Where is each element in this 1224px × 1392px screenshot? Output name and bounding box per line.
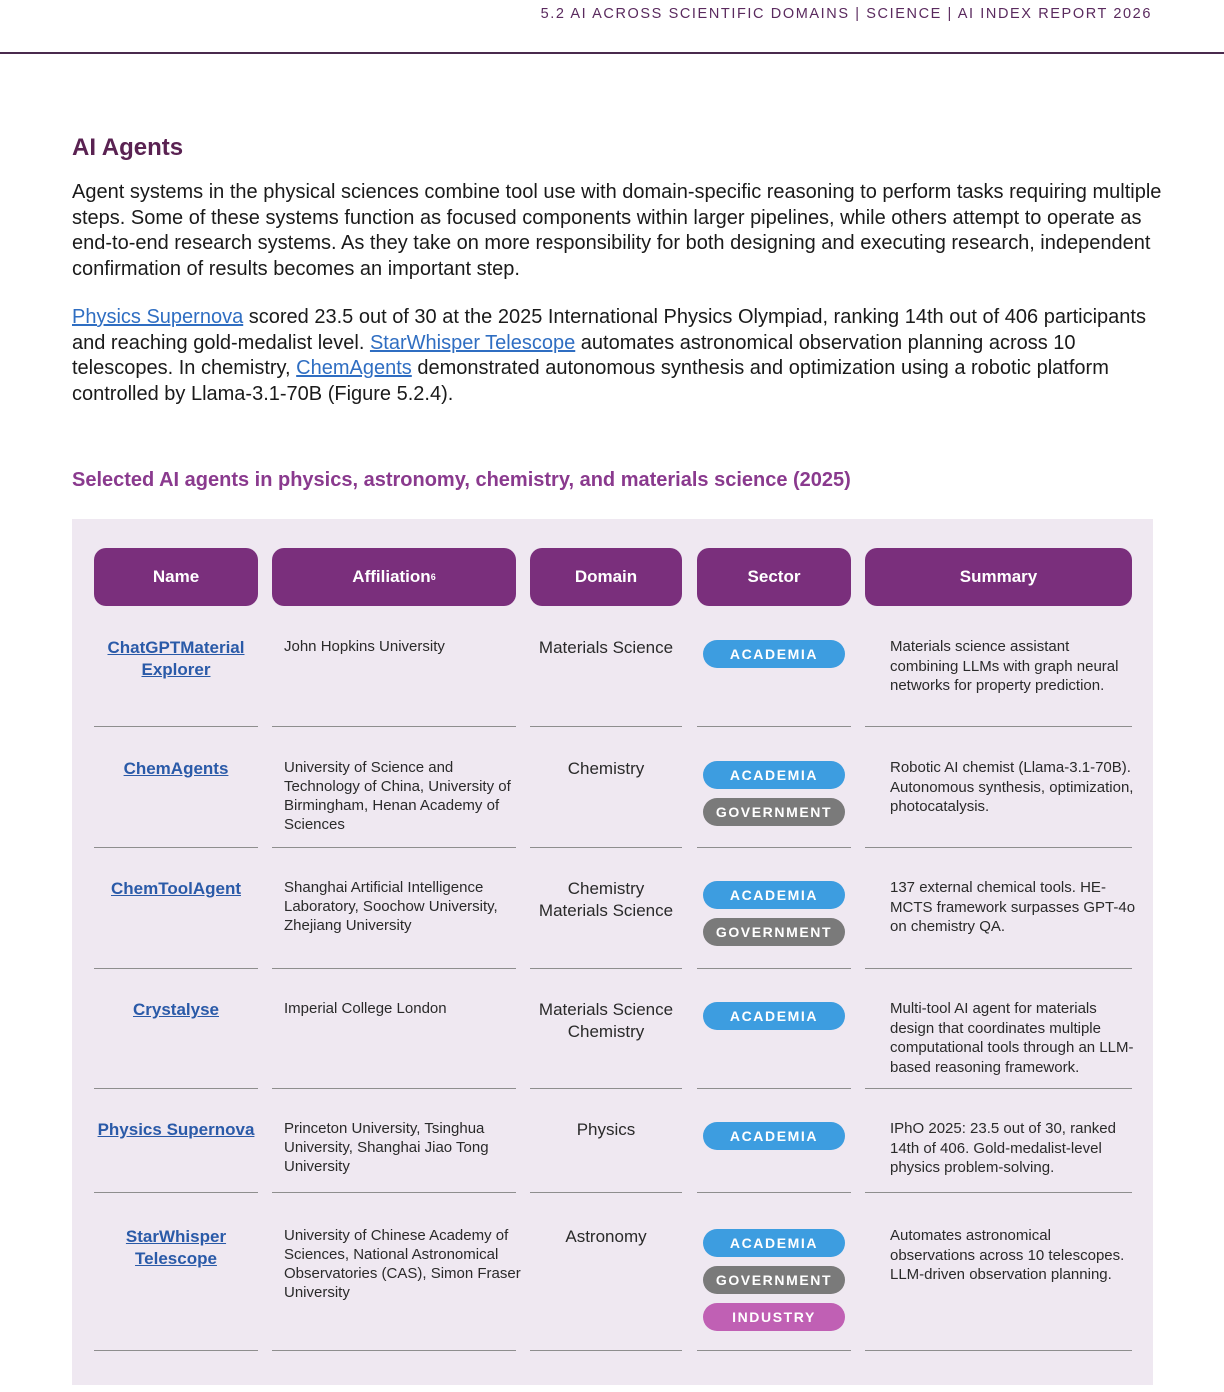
column-header-domain <box>530 548 682 606</box>
sector-cell <box>703 1229 845 1340</box>
intro-paragraph: Agent systems in the physical sciences combine tool use with domain-specific reasoning to perform tasks requiring multiple steps. Some of these systems function as focused components within larger pipelines, while others attempt to operate as end-to-end research systems. As they take on more responsibility for both designing and executing research, independent confirmation of results becomes an important step. <box>72 181 1162 280</box>
agent-name[interactable] <box>94 637 258 681</box>
affiliation-cell: University of Science and Technology of China, University of Birmingham, Henan Academy of Sciences <box>284 759 511 833</box>
sector-cell <box>703 1122 845 1159</box>
domain-line: Materials Science <box>538 1000 674 1019</box>
domain-cell <box>530 878 682 922</box>
row-divider <box>697 968 851 969</box>
chemagents-link[interactable]: ChemAgents <box>296 357 412 379</box>
agent-name-link[interactable] <box>133 1000 219 1019</box>
affiliation-cell: John Hopkins University <box>284 638 445 655</box>
row-divider <box>697 1350 851 1351</box>
agent-name-link[interactable] <box>126 1227 226 1268</box>
running-header: 5.2 AI ACROSS SCIENTIFIC DOMAINS | SCIENCE | AI INDEX REPORT 2026 <box>540 6 1152 22</box>
row-divider <box>697 726 851 727</box>
paragraph-text: scored 23.5 out of 30 at the 2025 International Physics Olympiad, ranking 14th out of 406 participants and reaching gold-medalist level. <box>72 306 1146 354</box>
row-divider <box>272 1192 516 1193</box>
row-divider <box>865 726 1132 727</box>
header-divider <box>0 52 1224 54</box>
row-divider <box>272 847 516 848</box>
summary-cell: Robotic AI chemist (Llama-3.1-70B). Autonomous synthesis, optimization, photocatalysis. <box>890 759 1134 815</box>
row-divider <box>530 1088 682 1089</box>
government-badge: GOVERNMENT <box>703 1266 845 1294</box>
row-divider <box>530 1350 682 1351</box>
name-line: ChatGPTMaterial <box>107 638 245 657</box>
name-line: ChemToolAgent <box>110 879 241 898</box>
government-badge: GOVERNMENT <box>703 918 845 946</box>
row-divider <box>865 1350 1132 1351</box>
domain-cell <box>530 1119 682 1141</box>
domain-cell <box>530 758 682 780</box>
row-divider <box>530 1192 682 1193</box>
row-divider <box>272 1350 516 1351</box>
summary-cell: 137 external chemical tools. HE-MCTS framework surpasses GPT-4o on chemistry QA. <box>890 879 1136 935</box>
domain-line: Astronomy <box>565 1227 647 1246</box>
academia-badge: ACADEMIA <box>703 1122 845 1150</box>
affiliation-cell: Shanghai Artificial Intelligence Laboratory, Soochow University, Zhejiang University <box>284 879 498 934</box>
column-header-label: Sector <box>747 567 801 586</box>
affiliation-cell: Princeton University, Tsinghua University, Shanghai Jiao Tong University <box>284 1120 489 1175</box>
row-divider <box>94 968 258 969</box>
column-header-affiliation <box>272 548 516 606</box>
name-line: Physics Supernova <box>97 1120 255 1139</box>
column-header-label: Name <box>152 567 200 586</box>
row-divider <box>865 1192 1132 1193</box>
agent-name-link[interactable] <box>98 1120 255 1139</box>
highlights-paragraph <box>72 305 1162 407</box>
footnote-marker: 6 <box>430 572 436 582</box>
agent-name[interactable] <box>94 878 258 900</box>
row-divider <box>865 847 1132 848</box>
row-divider <box>272 726 516 727</box>
row-divider <box>697 847 851 848</box>
row-divider <box>94 847 258 848</box>
row-divider <box>530 847 682 848</box>
row-divider <box>530 968 682 969</box>
row-divider <box>94 726 258 727</box>
column-header-label: Summary <box>959 567 1038 586</box>
agent-name[interactable] <box>94 758 258 780</box>
sector-cell <box>703 881 845 955</box>
academia-badge: ACADEMIA <box>703 1229 845 1257</box>
summary-cell: IPhO 2025: 23.5 out of 30, ranked 14th of 406. Gold-medalist-level physics problem-solving. <box>890 1120 1116 1176</box>
starwhisper-link[interactable]: StarWhisper Telescope <box>369 331 576 354</box>
figure-title: Selected AI agents in physics, astronomy, chemistry, and materials science (2025) <box>72 469 851 491</box>
summary-cell: Automates astronomical observations across 10 telescopes. LLM-driven observation planning. <box>890 1227 1125 1283</box>
agent-name-link[interactable] <box>111 879 241 898</box>
column-header-label: Affiliation <box>352 567 431 586</box>
agent-name[interactable] <box>94 1119 258 1141</box>
column-header-sector <box>697 548 851 606</box>
physics-supernova-link[interactable]: Physics Supernova <box>72 306 244 328</box>
government-badge: GOVERNMENT <box>703 798 845 826</box>
column-header-name <box>94 548 258 606</box>
domain-line: Chemistry <box>567 1022 645 1041</box>
academia-badge: ACADEMIA <box>703 761 845 789</box>
paragraph-text: demonstrated autonomous synthesis and optimization using a robotic platform controlled by Llama-3.1-70B (Figure 5.2.4). <box>72 357 1109 405</box>
column-header-label: Domain <box>574 567 638 586</box>
domain-cell <box>530 637 682 659</box>
agent-name-link[interactable] <box>124 759 229 778</box>
agent-name[interactable] <box>94 1226 258 1270</box>
name-line: Explorer <box>141 660 211 679</box>
affiliation-cell: Imperial College London <box>284 1000 447 1017</box>
row-divider <box>272 1088 516 1089</box>
domain-line: Chemistry <box>567 879 645 898</box>
agent-name-link[interactable] <box>108 638 245 679</box>
section-title: AI Agents <box>72 134 184 161</box>
domain-line: Materials Science <box>538 901 674 920</box>
agents-table <box>72 519 1153 1385</box>
paragraph-text: automates astronomical observation planning across 10 telescopes. In chemistry, <box>72 331 1076 379</box>
domain-line: Materials Science <box>538 638 674 657</box>
agent-name[interactable] <box>94 999 258 1021</box>
row-divider <box>865 968 1132 969</box>
sector-cell <box>703 1002 845 1039</box>
sector-cell <box>703 640 845 677</box>
row-divider <box>94 1088 258 1089</box>
domain-cell <box>530 1226 682 1248</box>
summary-cell: Materials science assistant combining LLMs with graph neural networks for property prediction. <box>890 638 1119 694</box>
column-header-summary <box>865 548 1132 606</box>
affiliation-cell: University of Chinese Academy of Sciences, National Astronomical Observatories (CAS), Simon Fraser University <box>284 1227 521 1301</box>
name-line: StarWhisper <box>125 1227 227 1246</box>
industry-badge: INDUSTRY <box>703 1303 845 1331</box>
domain-line: Physics <box>576 1120 636 1139</box>
summary-cell: Multi-tool AI agent for materials design that coordinates multiple computational tools through an LLM-based reasoning framework. <box>890 1000 1134 1076</box>
sector-cell <box>703 761 845 835</box>
academia-badge: ACADEMIA <box>703 1002 845 1030</box>
row-divider <box>697 1192 851 1193</box>
row-divider <box>865 1088 1132 1089</box>
row-divider <box>272 968 516 969</box>
row-divider <box>94 1192 258 1193</box>
row-divider <box>94 1350 258 1351</box>
domain-line: Chemistry <box>567 759 645 778</box>
name-line: ChemAgents <box>123 759 229 778</box>
name-line: Telescope <box>135 1249 217 1268</box>
row-divider <box>697 1088 851 1089</box>
domain-cell <box>530 999 682 1043</box>
academia-badge: ACADEMIA <box>703 640 845 668</box>
name-line: Crystalyse <box>132 1000 219 1019</box>
academia-badge: ACADEMIA <box>703 881 845 909</box>
row-divider <box>530 726 682 727</box>
